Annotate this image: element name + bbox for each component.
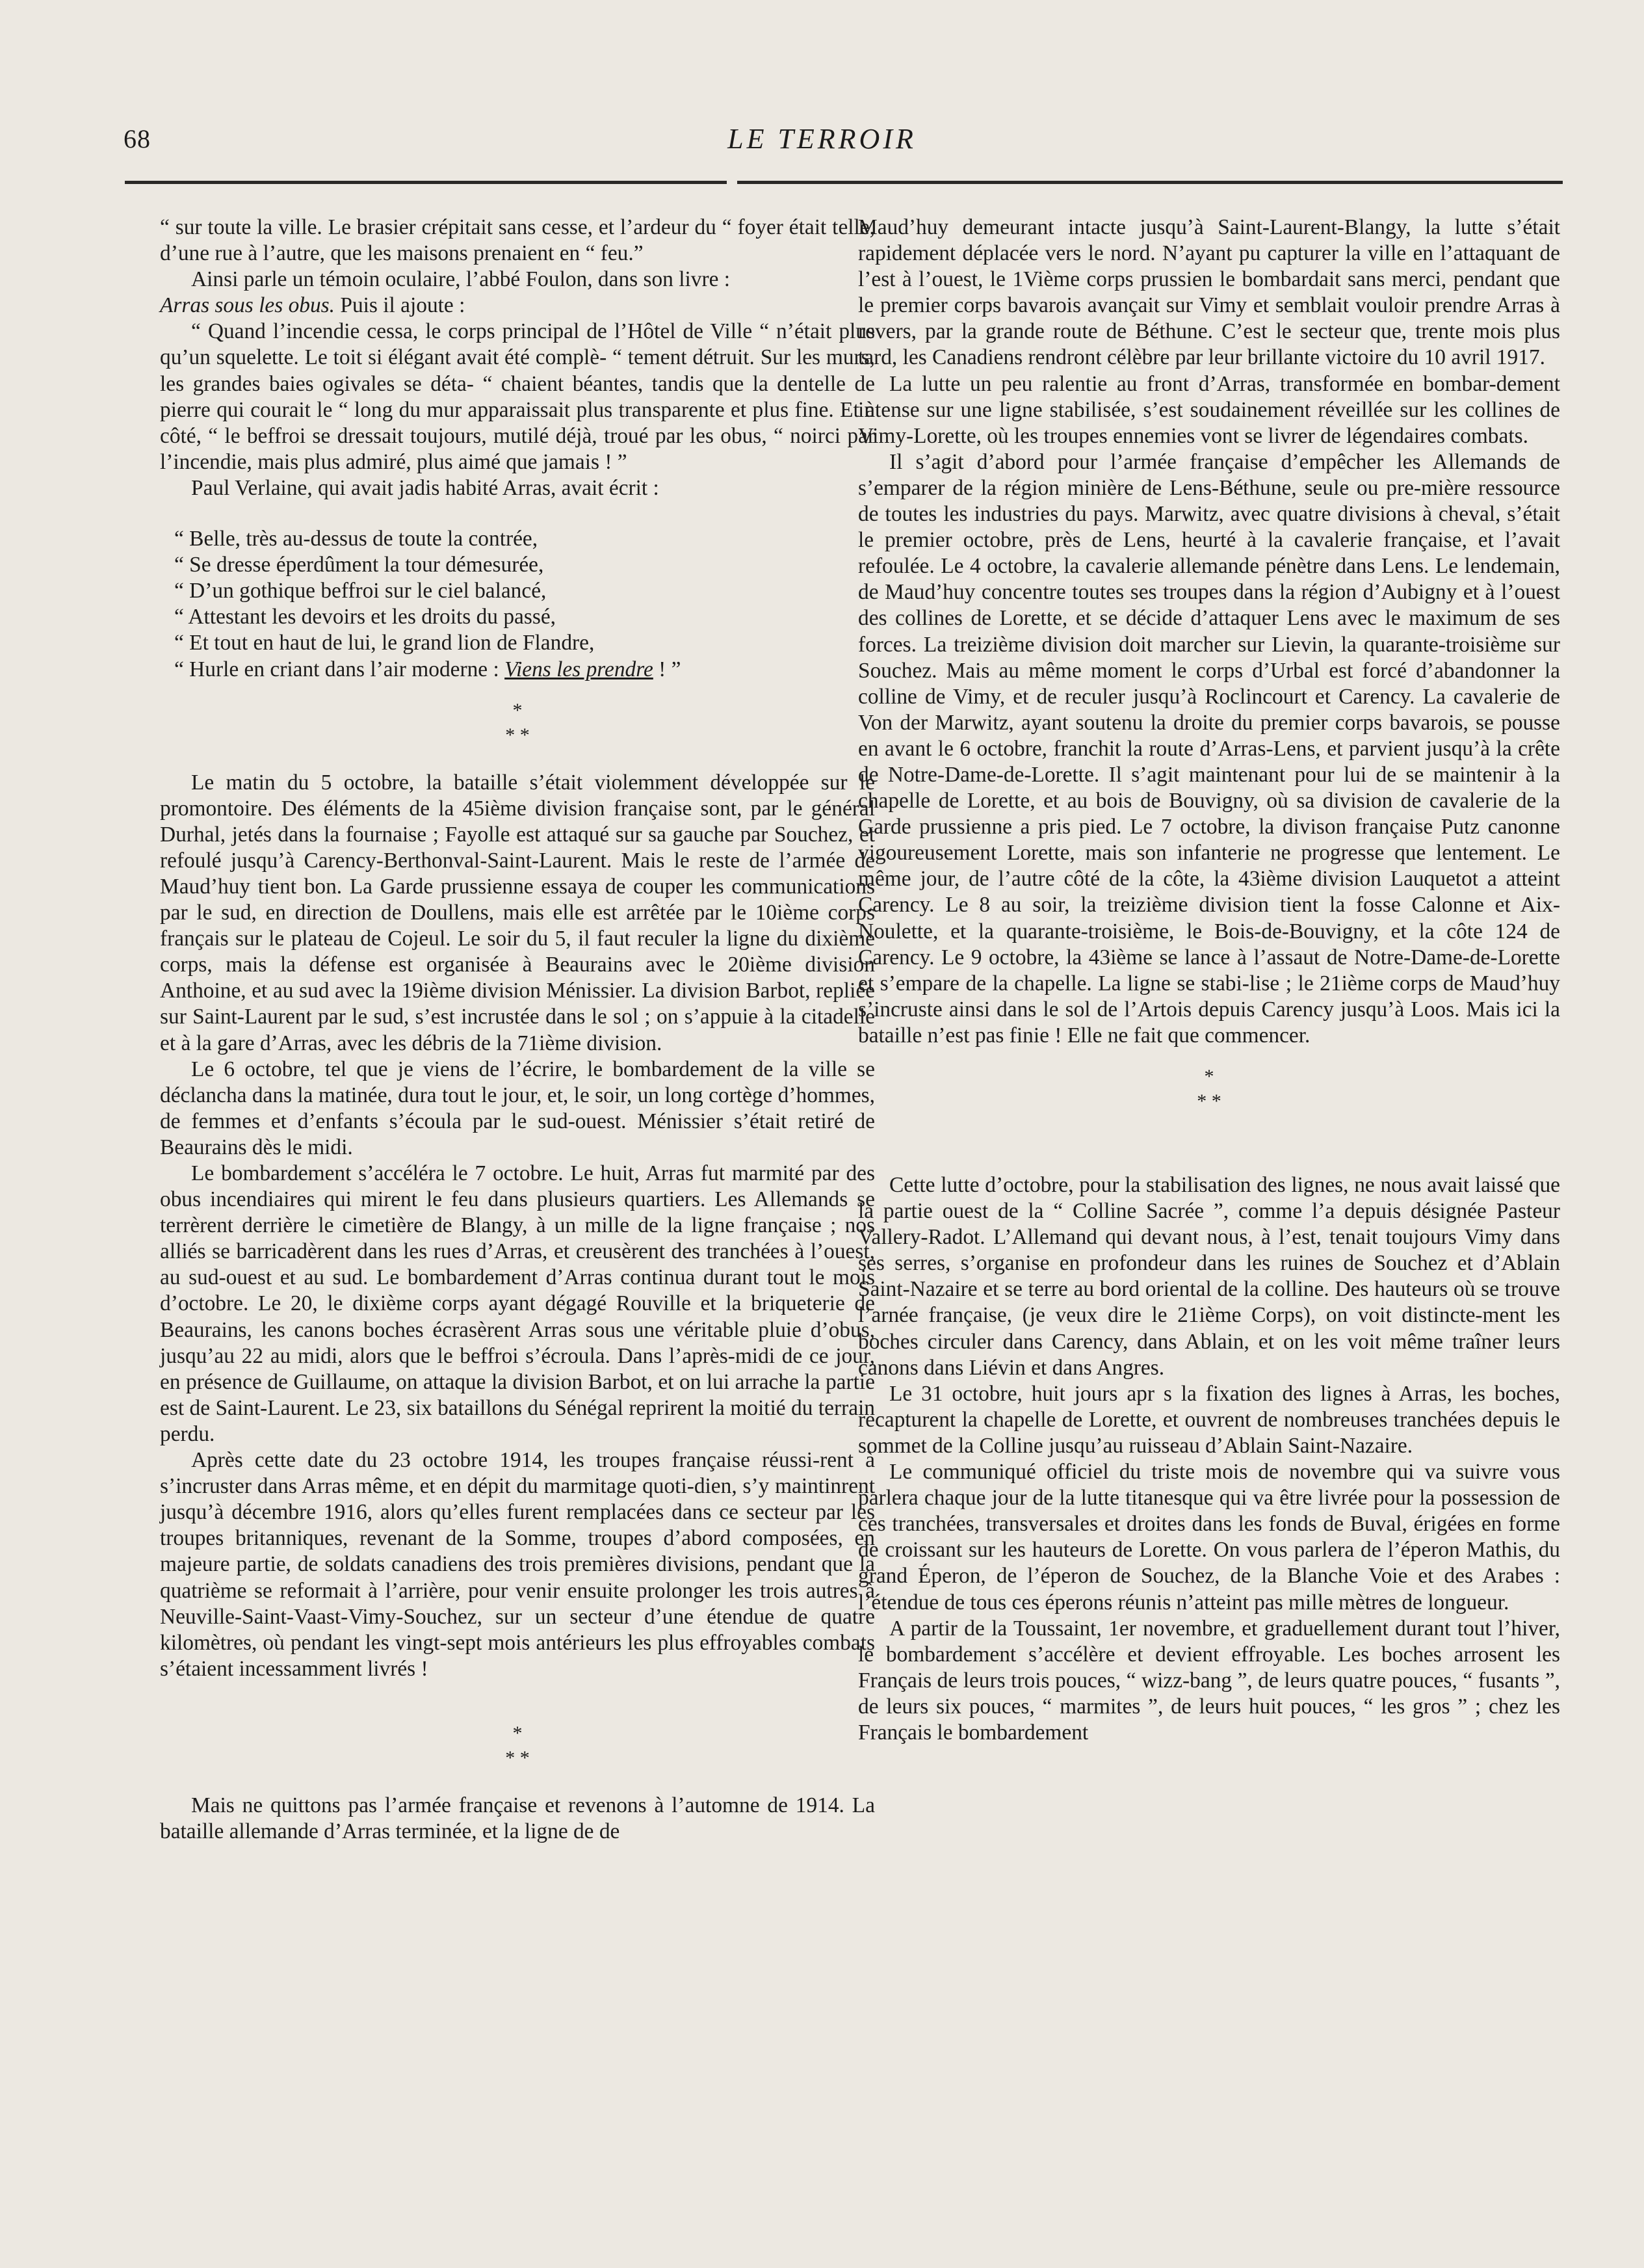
paragraph: Maud’huy demeurant intacte jusqu’à Saint-Laurent-Blangy, la lutte s’était rapidement déplacée vers le nord. N’ayant pu capturer la ville en l’attaquant de l’est à l’ouest, le 1Vième corps prussien le bombardait sans merci, pendant que le premier corps bavarois avançait sur Vimy et semblait vouloir prendre Arras à revers, par la grande route de Béthune. C’est le secteur que, trente mois plus tard, les Canadiens rendront célèbre par leur brillante victoire du 10 avril 1917.: [858, 215, 1560, 370]
poem-line: “ Se dresse éperdûment la tour démesurée,: [174, 553, 544, 577]
separator-stars: * *: [505, 724, 530, 746]
paragraph: Cette lutte d’octobre, pour la stabilisation des lignes, ne nous avait laissé que la partie ouest de la “ Colline Sacrée ”, comme l’a depuis désignée Pasteur Vallery-Radot. L’Allemand qui devant nous, à l’est, tenait toujours Vimy dans ses serres, s’organise en profondeur dans les ruines de Souchez et d’Ablain Saint-Nazaire et se terre au bord oriental de la colline. Des hauteurs où se trouve l’arnée française, (je veux dire le 21ième Corps), on voit distincte-ment les boches circuler dans Carency, dans Ablain, et on les voit même traîner leurs canons dans Liévin et dans Angres.: [858, 1173, 1560, 1380]
paragraph: Mais ne quittons pas l’armée française et revenons à l’automne de 1914. La bataille allemande d’Arras terminée, et la ligne de de: [160, 1793, 875, 1843]
paragraph: Il s’agit d’abord pour l’armée française d’empêcher les Allemands de s’emparer de la région minière de Lens-Béthune, seule ou pre-mière ressource de toutes les industries du pays. Marwitz, avec quatre divisions à cheval, s’était le premier octobre, près de Lens, heurté à la cavalerie française, et l’avait refoulée. Le 4 octobre, la cavalerie allemande pénètre dans Lens. Le lendemain, de Maud’huy concentre toutes ses troupes dans la région d’Aubigny et à l’ouest des collines de Lorette, et se décide d’attaquer Lens avec le maximum de ses forces. La treizième division doit marcher sur Lievin, la quarante-troisième sur Souchez. Mais au même moment le corps d’Urbal est forcé d’abandonner la colline de Vimy, et de reculer jusqu’à Roclincourt et Carency. La cavalerie de Von der Marwitz, ayant soutenu la droite du premier corps bavarois, se pousse en avant le 6 octobre, franchit la route d’Arras-Lens, et parvient jusqu’à la crête de Notre-Dame-de-Lorette. Il s’agit maintenant pour lui de se maintenir à la chapelle de Lorette, et au bois de Bouvigny, où sa division de cavalerie de la Garde prussienne a pris pied. Le 7 octobre, la divison française Putz canonne vigoureusement Lorette, mais son infanterie ne progresse que lentement. Le même jour, de l’autre côté de la côte, la 43ième division Lauquetot a atteint Carency. Le 8 au soir, la treizième division tient la fosse Calonne et Aix-Noulette, et la quarante-troisième, le Bois-de-Bouvigny, et la côte 124 de Carency. Le 9 octobre, la 43ième se lance à l’assaut de Notre-Dame-de-Lorette et s’empare de la chapelle. La ligne se stabi-lise ; le 21ième corps de Maud’huy s’incruste ainsi dans le sol de l’Artois depuis Carency jusqu’à Loos. Mais ici la bataille n’est pas finie ! Elle ne fait que commencer.: [858, 449, 1560, 1048]
section-separator: [858, 1064, 1560, 1114]
paragraph: Le 6 octobre, tel que je viens de l’écrire, le bombardement de la ville se déclancha dans la matinée, dura tout le jour, et, le soir, un long cortège d’hommes, de femmes et d’enfants s’écoula par le sud-ouest. Ménissier s’était retiré de Beaurains dès le midi.: [160, 1057, 875, 1159]
paragraph: Le matin du 5 octobre, la bataille s’était violemment développée sur le promontoire. Des éléments de la 45ième division française sont, par le général Durhal, jetés dans la fournaise ; Fayolle est attaqué sur sa gauche par Souchez, et refoulé jusqu’à Carency-Berthonval-Saint-Laurent. Mais le reste de l’armée de Maud’huy tient bon. La Garde prussienne essaya de couper les communications par le sud, en direction de Doullens, mais elle est arrêtée par le 10ième corps français sur le plateau de Cojeul. Le soir du 5, il faut reculer la ligne du dixième corps, mais la défense est organisée à Beaurains avec le 20ième division Anthoine, et au sud avec la 19ième division Ménissier. La division Barbot, repliée sur Saint-Laurent par le sud, s’est incrustée dans le sol ; on s’appuie à la citadelle et à la gare d’Arras, avec les débris de la 71ième division.: [160, 770, 875, 1055]
section-separator: [160, 698, 875, 748]
paragraph-text: Puis il ajoute :: [335, 293, 465, 318]
section-separator: [160, 1721, 875, 1771]
poem-text: ! ”: [653, 657, 681, 681]
poem-line: “ Attestant les devoirs et les droits du passé,: [174, 605, 556, 629]
separator-star: *: [1204, 1066, 1214, 1087]
header-rule-left: [125, 181, 727, 184]
poem-line: “ Et tout en haut de lui, le grand lion de Flandre,: [174, 631, 595, 655]
paragraph: Paul Verlaine, qui avait jadis habité Arras, avait écrit :: [191, 475, 659, 500]
paragraph-text: Ainsi parle un témoin oculaire, l’abbé Foulon, dans son livre :: [191, 267, 731, 292]
book-title: Arras sous les obus.: [160, 293, 335, 318]
left-column: [160, 215, 875, 1845]
separator-star: *: [512, 1722, 523, 1744]
separator-stars: * *: [505, 1747, 530, 1769]
right-column: [858, 215, 1560, 1746]
paragraph: A partir de la Toussaint, 1er novembre, et graduellement durant tout l’hiver, le bombardement s’accélère et devient effroyable. Les boches arrosent les Français de leurs trois pouces, “ wizz-bang ”, de leurs quatre pouces, “ fusants ”, de leurs six pouces, “ marmites ”, de leurs huit pouces, “ les gros ” ; chez les Français le bombardement: [858, 1616, 1560, 1745]
poem-line: [174, 657, 875, 683]
paragraph: “ Quand l’incendie cessa, le corps principal de l’Hôtel de Ville “ n’était plus qu’un squelette. Le toit si élégant avait été complè- “ tement détruit. Sur les murs, les grandes baies ogivales se déta- “ chaient béantes, tandis que la dentelle de pierre qui courait le “ long du mur apparaissait plus transparente et plus fine. Et à côté, “ le beffroi se dressait toujours, mutilé déjà, troué par les obus, “ noirci par l’incendie, mais plus admiré, plus aimé que jamais ! ”: [160, 319, 875, 474]
paragraph: “ sur toute la ville. Le brasier crépitait sans cesse, et l’ardeur du “ foyer était telle, d’une rue à l’autre, que les maisons prenaient en “ feu.”: [160, 215, 875, 266]
page-number: 68: [124, 124, 151, 153]
paragraph: Le communiqué officiel du triste mois de novembre qui va suivre vous parlera chaque jour de la lutte titanesque qui va être livrée pour la possession de ces tranchées, transversales et droites dans les fonds de Buval, érigées en forme de croissant sur les hauteurs de Lorette. On vous parlera de l’éperon Mathis, du grand Éperon, de l’éperon de Souchez, de la Blanche Voie et des Arabes : l’étendue de tous ces éperons réunis n’atteint pas mille mètres de longueur.: [858, 1460, 1560, 1615]
poem-emphasis: Viens les prendre: [504, 657, 653, 681]
poem-line: “ D’un gothique beffroi sur le ciel balancé,: [174, 579, 547, 603]
poem-text: “ Hurle en criant dans l’air moderne :: [174, 657, 505, 681]
paragraph: Le bombardement s’accéléra le 7 octobre. Le huit, Arras fut marmité par des obus incendiaires qui mirent le feu dans plusieurs quartiers. Les Allemands se terrèrent derrière le cimetière de Blangy, à un mille de la ligne française ; nos alliés se barricadèrent dans les rues d’Arras, et creusèrent des tranchées à l’ouest, au sud-ouest et au sud. Le bombardement d’Arras continua durant tout le mois d’octobre. Le 20, le dixième corps ayant dégagé Rouville et la briqueterie de Beaurains, les canons boches écrasèrent Arras sous une véritable pluie d’obus, jusqu’au 22 au midi, alors que le beffroi s’écroula. Dans l’après-midi de ce jour, en présence de Guillaume, on attaque la division Barbot, et on lui arrache la partie est de Saint-Laurent. Le 23, six bataillons du Sénégal reprirent la moitié du terrain perdu.: [160, 1161, 875, 1446]
poem-line: “ Belle, très au-dessus de toute la contrée,: [174, 527, 538, 551]
paragraph: Le 31 octobre, huit jours apr s la fixation des lignes à Arras, les boches, recapturent la chapelle de Lorette, et ouvrent de nombreuses tranchées depuis le sommet de la Colline jusqu’au ruisseau d’Ablain Saint-Nazaire.: [858, 1381, 1560, 1458]
header-rule-right: [737, 181, 1563, 184]
paragraph: Après cette date du 23 octobre 1914, les troupes française réussi-rent à s’incruster dans Arras même, et en dépit du marmitage quoti-dien, s’y maintinrent jusqu’à décembre 1916, alors qu’elles furent remplacées dans ce secteur par les troupes britanniques, revenant de la Somme, troupes d’abord composées, en majeure partie, de soldats canadiens des trois premières divisions, pendant que la quatrième se reformait à l’arrière, pour venir ensuite prolonger les trois autres à Neuville-Saint-Vaast-Vimy-Souchez, sur un secteur d’une étendue de quatre kilomètres, où pendant les vingt-sept mois antérieurs les plus effroyables combats s’étaient incessamment livrés !: [160, 1448, 875, 1681]
paragraph: La lutte un peu ralentie au front d’Arras, transformée en bombar-dement intense sur une ligne stabilisée, s’est soudainement réveillée sur les collines de Vimy-Lorette, où les troupes ennemies vont se livrer de légendaires combats.: [858, 371, 1560, 448]
poem: [174, 526, 875, 683]
separator-star: *: [512, 699, 523, 721]
paragraph: [160, 267, 875, 319]
running-title: LE TERROIR: [727, 123, 917, 155]
separator-stars: * *: [1197, 1090, 1221, 1112]
